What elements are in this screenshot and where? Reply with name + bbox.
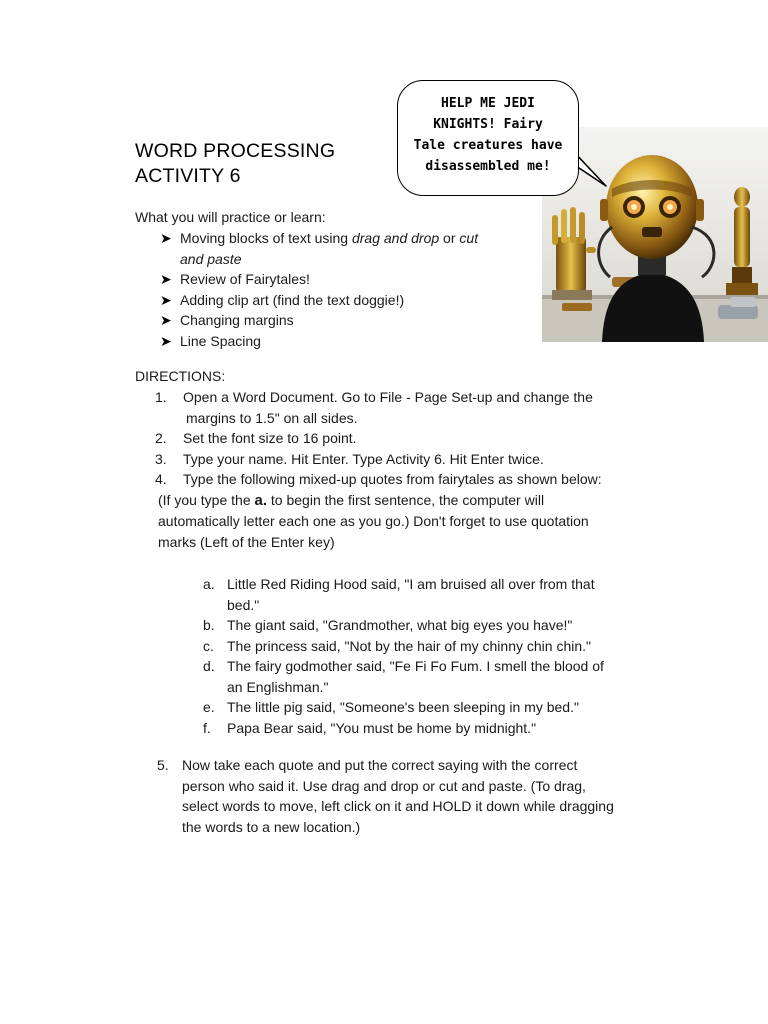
step-number: 4. — [155, 471, 167, 487]
directions-heading: DIRECTIONS: — [135, 368, 226, 384]
bullet-emphasis: cut — [459, 230, 479, 246]
speech-bubble — [397, 80, 579, 196]
step-text: Now take each quote and put the correct saying with the correct — [182, 757, 578, 773]
quote-text: The fairy godmother said, "Fe Fi Fo Fum. I smell the blood of — [227, 658, 604, 674]
speech-bubble-text — [398, 93, 578, 177]
step-text: the words to a new location.) — [182, 818, 361, 835]
title-line-2: ACTIVITY 6 — [135, 165, 241, 187]
quote-letter: c. — [203, 637, 214, 654]
quote-text: Papa Bear said, "You must be home by midnight." — [227, 719, 537, 736]
bullet-text: or — [439, 230, 460, 246]
step-text: to begin the first sentence, the computer will — [267, 491, 545, 508]
quote-item — [203, 574, 623, 615]
arrow-bullet-icon: ➤ — [160, 312, 172, 328]
quote-letter: e. — [203, 699, 215, 715]
quote-item — [203, 636, 623, 657]
quote-letter: b. — [203, 617, 215, 633]
quote-item — [203, 697, 623, 718]
step-2 — [155, 428, 625, 449]
step-5 — [157, 755, 637, 837]
bubble-line: Tale creatures have — [413, 138, 563, 153]
step-number: 3. — [155, 450, 167, 467]
step-text: Set the font size to 16 point. — [183, 430, 357, 446]
bullet-text: Adding clip art (find the text doggie!) — [180, 291, 405, 308]
quote-item — [203, 718, 623, 739]
quote-item — [203, 656, 623, 697]
step-text: select words to move, left click on it and HOLD it down while dragging — [182, 798, 614, 814]
step-number: 5. — [157, 757, 169, 773]
quote-text: The little pig said, "Someone's been sleeping in my bed." — [227, 699, 579, 715]
arrow-bullet-icon: ➤ — [160, 230, 172, 246]
step-3 — [155, 449, 625, 470]
learning-list — [160, 228, 530, 351]
step-5-body — [157, 755, 637, 837]
quotes-list — [203, 574, 623, 738]
quote-text: Little Red Riding Hood said, "I am bruised all over from that — [227, 576, 595, 592]
directions-list — [155, 387, 625, 552]
bubble-line: KNIGHTS! Fairy — [433, 117, 543, 132]
step-text: automatically letter each one as you go.) Don't forget to use quotation — [158, 513, 589, 529]
step-text: person who said it. Use drag and drop or cut and paste. (To drag, — [182, 777, 586, 794]
step-text: margins to 1.5" on all sides. — [186, 409, 358, 426]
arrow-bullet-icon: ➤ — [160, 291, 172, 308]
quote-text: bed." — [227, 596, 260, 613]
arrow-bullet-icon: ➤ — [160, 271, 172, 287]
step-number: 2. — [155, 430, 167, 446]
quote-text: The giant said, "Grandmother, what big eyes you have!" — [227, 617, 573, 633]
list-item — [160, 228, 530, 269]
list-item — [160, 331, 530, 352]
bold-letter: a. — [254, 491, 268, 509]
step-text: Open a Word Document. Go to File - Page Set-up and change the — [183, 389, 593, 405]
bullet-emphasis: drag and drop — [351, 230, 440, 246]
quote-letter: a. — [203, 576, 215, 592]
step-text: (If you type the — [158, 491, 255, 508]
list-item — [160, 290, 530, 311]
list-item — [160, 269, 530, 290]
step-4-continuation — [155, 490, 625, 553]
arrow-bullet-icon: ➤ — [160, 332, 172, 349]
bullet-text: Review of Fairytales! — [180, 271, 310, 287]
step-text: marks (Left of the Enter key) — [158, 533, 335, 550]
quote-text: The princess said, "Not by the hair of my chinny chin chin." — [227, 637, 591, 654]
bullet-text: Changing margins — [180, 312, 294, 328]
bullet-emphasis: and paste — [180, 250, 242, 267]
bubble-line: disassembled me! — [425, 159, 551, 174]
bullet-text: Moving blocks of text using — [180, 230, 352, 246]
quote-letter: d. — [203, 658, 215, 674]
step-4 — [155, 469, 625, 490]
document-title — [135, 139, 335, 189]
quote-letter: f. — [203, 719, 211, 736]
quote-text: an Englishman." — [227, 678, 329, 695]
intro-text: What you will practice or learn: — [135, 209, 326, 225]
quote-item — [203, 615, 623, 636]
bubble-line: HELP ME JEDI — [441, 96, 535, 111]
step-number: 1. — [155, 389, 167, 405]
step-text: Type your name. Hit Enter. Type Activity 6. Hit Enter twice. — [183, 450, 544, 467]
step-1 — [155, 387, 625, 428]
bullet-text: Line Spacing — [180, 332, 261, 349]
list-item — [160, 310, 530, 331]
title-line-1: WORD PROCESSING — [135, 140, 336, 162]
step-text: Type the following mixed-up quotes from fairytales as shown below: — [183, 471, 602, 487]
